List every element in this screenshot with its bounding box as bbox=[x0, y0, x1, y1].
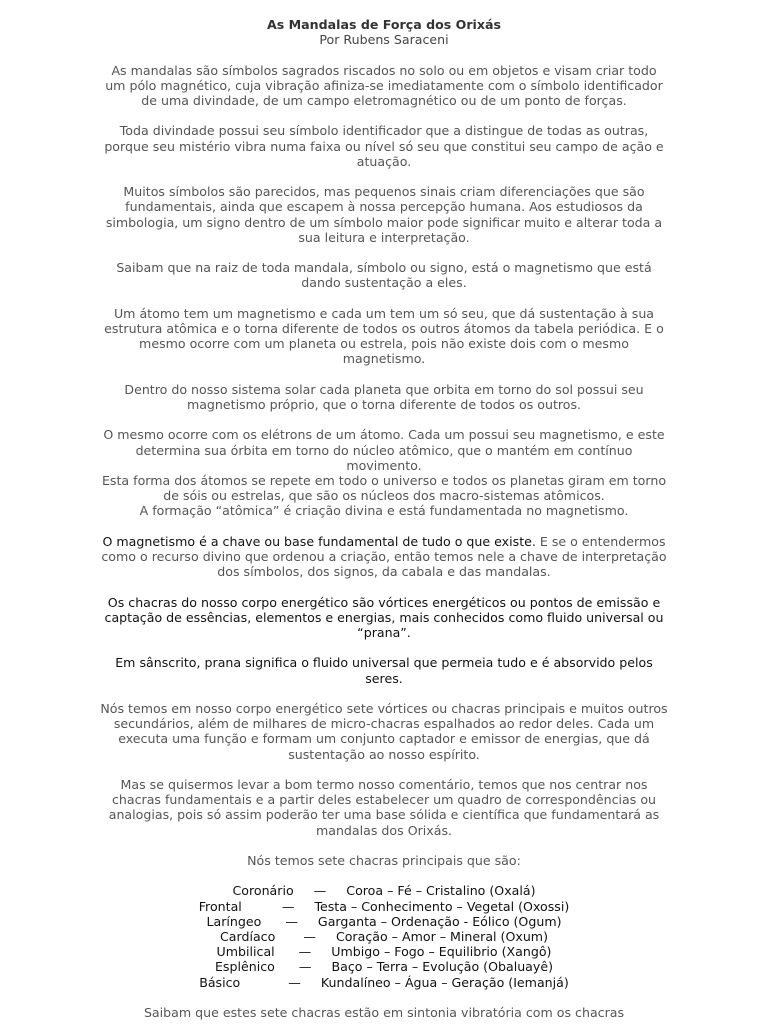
chakra-row-umbilical: Umbilical — Umbigo – Fogo – Equilibrio (Xangô) bbox=[216, 944, 552, 960]
document-author: Por Rubens Saraceni bbox=[319, 32, 449, 48]
chakra-row-cardiaco: Cardíaco — Coração – Amor – Mineral (Oxum) bbox=[220, 928, 548, 944]
paragraph-chacras: Os chacras do nosso corpo energético são vórtices energéticos ou pontos de emissão e captação de essências, elementos e energias, mais conhecidos como fluido universal ou “prana”. bbox=[104, 594, 664, 640]
paragraph-eletrons: O mesmo ocorre com os elétrons de um átomo. Cada um possui seu magnetismo, e este determina sua órbita em torno do núcleo atômico, que o mantém em contínuo movimento. bbox=[103, 427, 665, 473]
chakra-row-laringeo: Laríngeo — Garganta – Ordenação - Eólico (Ogum) bbox=[206, 913, 562, 929]
paragraph-sete-chacras: Nós temos sete chacras principais que são: bbox=[247, 852, 521, 868]
paragraph-divindade: Toda divindade possui seu símbolo identificador que a distingue de todas as outras, porque seu mistério vibra numa faixa ou nível só seu que constitui seu campo de ação e atuação. bbox=[104, 123, 664, 169]
paragraph-raiz: Saibam que na raiz de toda mandala, símbolo ou signo, está o magnetismo que está dando sustentação a eles. bbox=[116, 260, 652, 291]
paragraph-prana: Em sânscrito, prana significa o fluido universal que permeia tudo e é absorvido pelos seres. bbox=[115, 655, 653, 686]
document-title: As Mandalas de Força dos Orixás bbox=[267, 17, 501, 32]
paragraph-vortices: Nós temos em nosso corpo energético sete vórtices ou chacras principais e muitos outros secundários, além de milhares de micro-chacras espalhados ao redor deles. Cada um executa uma função e formam um conjunto captador e emissor de energias, que dá sustentação ao nosso espírito. bbox=[100, 700, 668, 762]
chakra-row-basico: Básico — Kundalíneo – Água – Geração (Iemanjá) bbox=[199, 974, 569, 990]
paragraph-magnetismo bbox=[100, 534, 668, 580]
paragraph-sistema-solar: Dentro do nosso sistema solar cada planeta que orbita em torno do sol possui seu magnetismo próprio, que o torna diferente de todos os outros. bbox=[124, 381, 644, 412]
spacer bbox=[100, 47, 668, 62]
paragraph-universo: Esta forma dos átomos se repete em todo o universo e todos os planetas giram em torno de sóis ou estrelas, que são os núcleos dos macro-sistemas atômicos. bbox=[101, 472, 667, 504]
chakra-list bbox=[100, 883, 668, 989]
magnetismo-highlight: O magnetismo é a chave ou base fundamental de tudo o que existe. bbox=[102, 533, 536, 549]
paragraph-comentario: Mas se quisermos levar a bom termo nosso comentário, temos que nos centrar nos chacras fundamentais e a partir deles estabelecer um quadro de correspondências ou analogias, pois só assim poderão ter uma base sólida e científica que fundamentará as mandalas dos Orixás. bbox=[108, 776, 660, 838]
paragraph-simbolos: Muitos símbolos são parecidos, mas pequenos sinais criam diferenciações que são fundamentais, ainda que escapem à nossa percepção humana. Aos estudiosos da simbologia, um signo dentro de um símbolo maior pode significar muito e alterar toda a sua leitura e interpretação. bbox=[105, 184, 663, 245]
magnetismo-rest: E se o entendermos como o recurso divino que ordenou a criação, então temos nele a chave de interpretação dos símbolos, dos signos, da cabala e das mandalas. bbox=[101, 533, 667, 580]
chakra-row-coronario: Coronário — Coroa – Fé – Cristalino (Oxalá) bbox=[232, 883, 536, 899]
document-page bbox=[100, 17, 668, 1020]
paragraph-atomo: Um átomo tem um magnetismo e cada um tem um só seu, que dá sustentação à sua estrutura atômica e o torna diferente de todos os outros átomos da tabela periódica. E o mesmo ocorre com um planeta ou estrela, pois não existe dois com o mesmo magnetismo. bbox=[104, 305, 664, 367]
chakra-row-frontal: Frontal — Testa – Conhecimento – Vegetal (Oxossi) bbox=[198, 898, 570, 914]
paragraph-formacao: A formação “atômica” é criação divina e está fundamentada no magnetismo. bbox=[139, 503, 629, 519]
chakra-row-esplenico: Esplênico — Baço – Terra – Evolução (Obaluayê) bbox=[214, 959, 554, 975]
paragraph-mandalas: As mandalas são símbolos sagrados riscados no solo ou em objetos e visam criar todo um pólo magnético, cuja vibração afiniza-se imediatamente com o símbolo identificador de uma divindade, de um campo eletromagnético ou de um ponto de forças. bbox=[105, 62, 663, 108]
paragraph-closing: Saibam que estes sete chacras estão em sintonia vibratória com os chacras bbox=[143, 1004, 625, 1020]
